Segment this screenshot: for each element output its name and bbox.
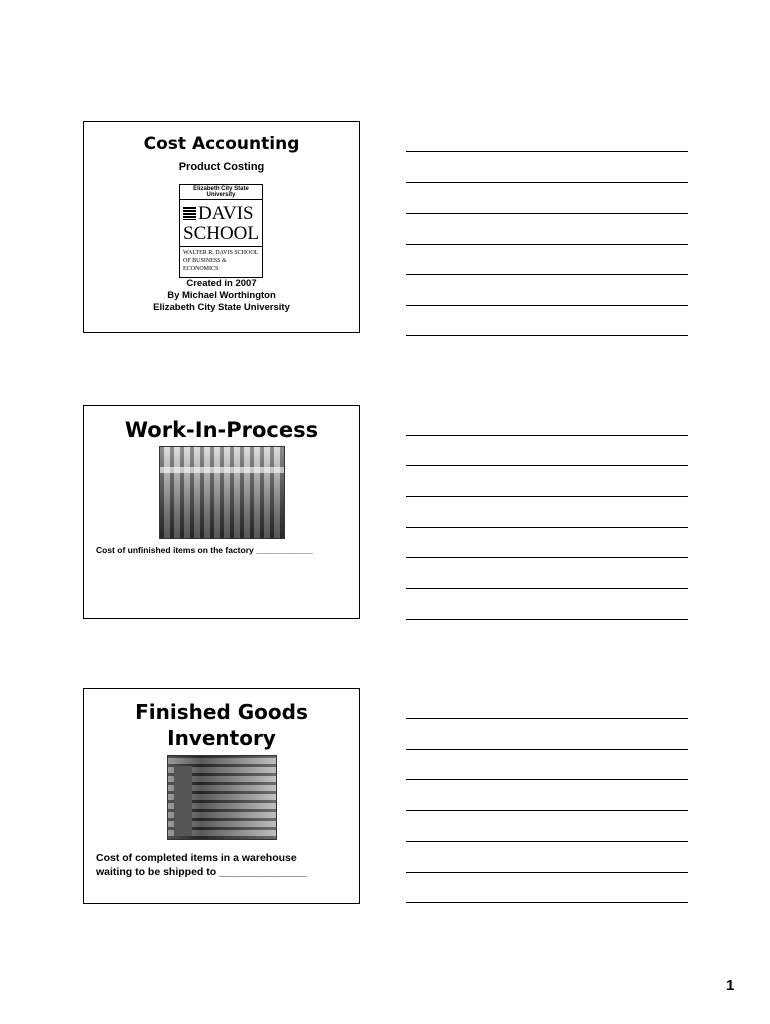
slide-subtitle: Product Costing <box>178 161 265 173</box>
note-line <box>406 496 688 497</box>
slide-body-text: Cost of unfinished items on the factory ____________ <box>96 545 313 555</box>
note-line <box>406 902 688 903</box>
note-line <box>406 213 688 214</box>
note-line <box>406 779 688 780</box>
page-number: 1 <box>726 977 735 994</box>
slide-2 <box>83 405 360 619</box>
slide-title <box>84 699 359 751</box>
note-line <box>406 305 688 306</box>
logo-foot-line2: OF BUSINESS & ECONOMICS <box>183 258 227 272</box>
logo-building-icon <box>183 207 196 220</box>
note-line <box>406 841 688 842</box>
note-line <box>406 182 688 183</box>
warehouse-photo <box>167 755 277 840</box>
logo-university-text: Elizabeth City State University <box>180 185 262 200</box>
logo-school-text: SCHOOL <box>183 223 260 244</box>
note-line <box>406 588 688 589</box>
note-line <box>406 557 688 558</box>
note-line <box>406 274 688 275</box>
slide-title: Work-In-Process <box>124 418 319 442</box>
factory-photo <box>159 446 285 539</box>
credit-line: Created in 2007 <box>186 278 257 289</box>
note-line <box>406 435 688 436</box>
credits <box>84 278 359 314</box>
note-line <box>406 749 688 750</box>
note-line <box>406 335 688 336</box>
note-line <box>406 151 688 152</box>
note-line <box>406 244 688 245</box>
slide-3 <box>83 688 360 904</box>
body-line: Cost of completed items in a warehouse <box>96 852 297 864</box>
credit-line: By Michael Worthington <box>167 290 276 301</box>
slide-1 <box>83 121 360 333</box>
note-line <box>406 465 688 466</box>
credit-line: Elizabeth City State University <box>153 302 290 313</box>
note-line <box>406 619 688 620</box>
slide-title-line: Inventory <box>167 726 276 750</box>
slide-body-text <box>96 851 353 879</box>
body-line: waiting to be shipped to _______________ <box>96 866 307 878</box>
note-line <box>406 872 688 873</box>
davis-school-logo <box>179 184 263 278</box>
note-line <box>406 527 688 528</box>
slide-title: Cost Accounting <box>143 134 300 154</box>
note-line <box>406 810 688 811</box>
note-line <box>406 718 688 719</box>
logo-foot-line1: WALTER R. DAVIS SCHOOL <box>183 250 259 256</box>
slide-title-line: Finished Goods <box>135 700 308 724</box>
logo-davis-text: DAVIS <box>198 203 254 224</box>
